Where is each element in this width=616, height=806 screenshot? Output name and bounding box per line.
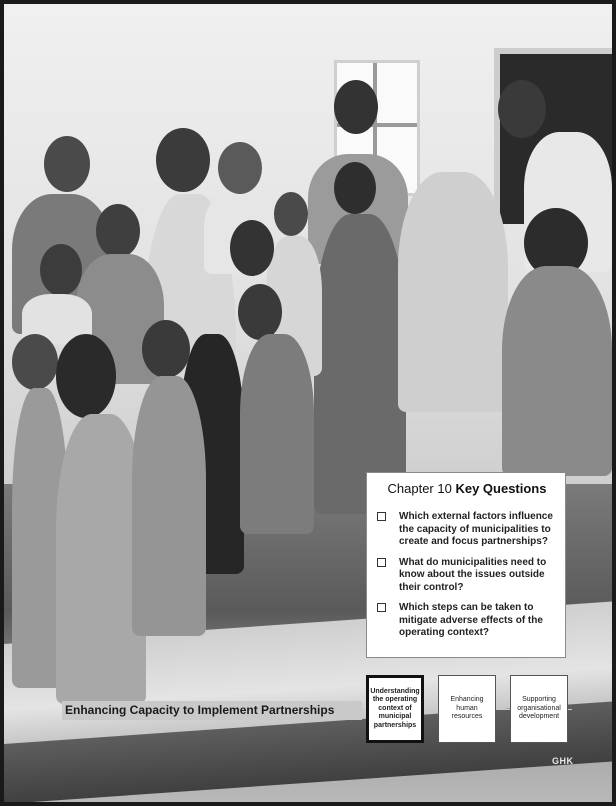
checkbox-square-icon <box>377 603 386 612</box>
section-title: Enhancing Capacity to Implement Partnerships <box>65 703 335 717</box>
key-questions-list <box>377 511 559 648</box>
key-question-text: What do municipalities need to know about the issues outside their control? <box>399 556 547 593</box>
publisher-logo: GHK <box>552 756 574 766</box>
checkbox-square-icon <box>377 558 386 567</box>
key-question-text: Which steps can be taken to mitigate adverse effects of the operating context? <box>399 602 543 638</box>
step-label: Enhancing human resources <box>450 696 484 721</box>
step-box-operating-context <box>366 675 424 743</box>
checkbox-square-icon <box>377 512 386 521</box>
step-box-organisational-development <box>510 675 568 743</box>
key-question-item <box>377 557 559 595</box>
key-question-item <box>377 602 559 640</box>
key-question-text: Which external factors influence the capacity of municipalities to create and focus partnerships? <box>399 511 553 547</box>
key-questions-heading: Key Questions <box>455 481 547 496</box>
section-band <box>62 701 362 720</box>
step-label: Understanding the operating context of municipal partnerships <box>370 687 420 729</box>
key-question-item <box>377 511 559 549</box>
step-box-human-resources <box>438 675 496 743</box>
chapter-label: Chapter 10 <box>387 481 452 496</box>
key-questions-panel <box>366 472 566 658</box>
step-label: Supporting organisational development <box>517 696 561 721</box>
key-questions-title <box>367 481 567 496</box>
